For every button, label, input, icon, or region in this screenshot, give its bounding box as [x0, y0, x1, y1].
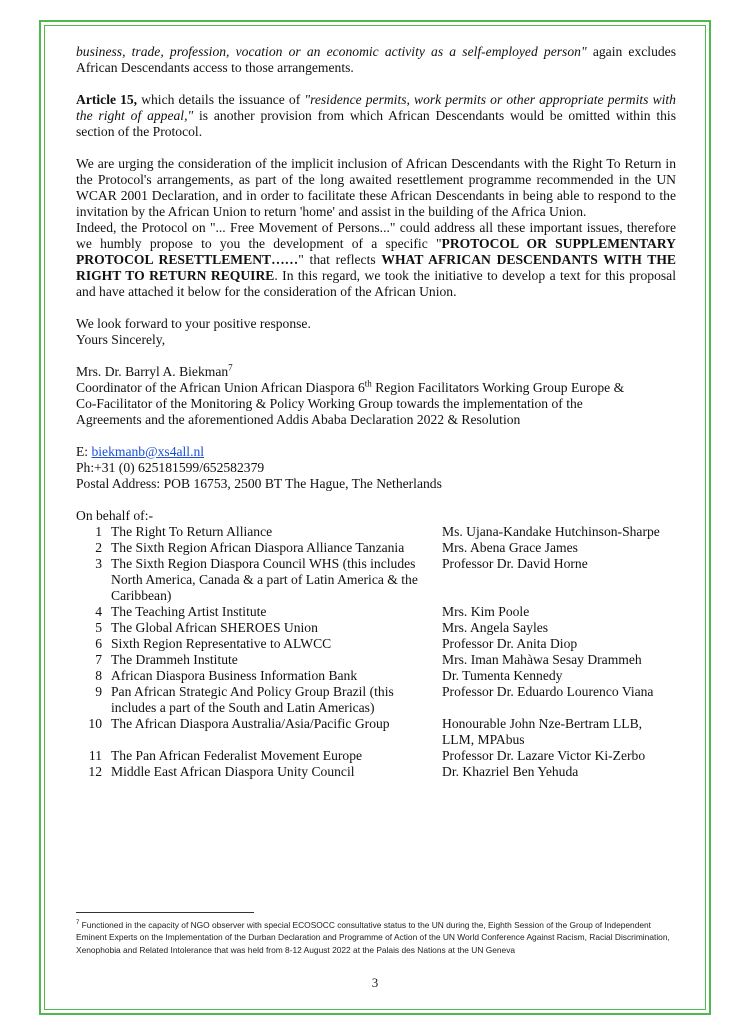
role-1-superscript: th	[364, 378, 372, 389]
member-number: 10	[88, 716, 102, 731]
member-number: 5	[95, 620, 102, 635]
page-number: 3	[371, 975, 379, 990]
proposal-text-2: " that reflects	[298, 252, 382, 267]
table-row	[76, 668, 676, 684]
member-number: 2	[95, 540, 102, 555]
table-row	[76, 764, 676, 780]
paragraph-urging: We are urging the consideration of the implicit inclusion of African Descendants with the Right To Return in the Protocol's arrangements, as part of the long awaited resettlement programme recommended in the UN WCAR 2001 Declaration, and in order to facilitate these African Descendants in being able to respond to the invitation by the African Union to return 'home' and assist in the building of the Africa Union.	[76, 156, 676, 219]
contact-postal: Postal Address: POB 16753, 2500 BT The Hague, The Netherlands	[76, 476, 442, 491]
quote-employment: business, trade, profession, vocation or an economic activity as a self-employed person"	[76, 44, 587, 59]
member-representative: Professor Dr. Anita Diop	[442, 636, 578, 651]
member-organization: The Sixth Region African Diaspora Alliance Tanzania	[111, 540, 405, 555]
member-organization: The Right To Return Alliance	[111, 524, 273, 539]
member-organization: The Teaching Artist Institute	[111, 604, 267, 619]
member-representative: Professor Dr. Lazare Victor Ki-Zerbo	[442, 748, 646, 763]
signatory-role-3: Agreements and the aforementioned Addis Ababa Declaration 2022 & Resolution	[76, 412, 521, 427]
member-organization: The Drammeh Institute	[111, 652, 238, 667]
member-number: 7	[95, 652, 102, 667]
member-number: 9	[95, 684, 102, 699]
member-representative: Mrs. Iman Mahàwa Sesay Drammeh	[442, 652, 642, 667]
table-row	[76, 652, 676, 668]
table-row	[76, 620, 676, 636]
signatory-name-text: Mrs. Dr. Barryl A. Biekman	[76, 364, 229, 379]
member-representative: Honourable John Nze-Bertram LLB, LLM, MPAbus	[442, 716, 643, 747]
table-row	[76, 636, 676, 652]
member-representative: Dr. Tumenta Kennedy	[442, 668, 563, 683]
member-number: 6	[95, 636, 102, 651]
member-number: 12	[88, 764, 102, 779]
table-row	[76, 540, 676, 556]
member-organization: The Global African SHEROES Union	[111, 620, 318, 635]
member-organization: The Sixth Region Diaspora Council WHS (this includes North America, Canada & a part of Latin America & the Caribbean)	[111, 556, 418, 603]
footnote-text: Functioned in the capacity of NGO observer with special ECOSOCC consultative status to the UN during the, Eighth Session of the Group of Independent Eminent Experts on the Implementation of the Durban Declaration and Programme of Action of the UN World Conference Against Racism, Racial Discrimination, Xenophobia and Related Intolerance that was held from 8-12 August 2022 at the Palais des Nations at the UN Geneva	[76, 920, 670, 955]
on-behalf-label: On behalf of:-	[76, 508, 154, 523]
member-organization: The Pan African Federalist Movement Europe	[111, 748, 363, 763]
member-representative: Mrs. Abena Grace James	[442, 540, 578, 555]
signatory-name	[76, 364, 676, 380]
contact-phone: Ph:+31 (0) 625181599/652582379	[76, 460, 265, 475]
contact-email	[76, 444, 676, 460]
article-15-label: Article 15,	[76, 92, 138, 107]
member-number: 1	[95, 524, 102, 539]
signatory-role-1	[76, 380, 676, 396]
member-representative: Professor Dr. David Horne	[442, 556, 588, 571]
role-1b: Region Facilitators Working Group Europe &	[371, 380, 625, 395]
paragraph-article-15	[76, 92, 676, 140]
email-label: E:	[76, 444, 92, 459]
member-organization: African Diaspora Business Information Bank	[111, 668, 358, 683]
paragraph-employment-text: again excludes African Descendants access to those arrangements.	[76, 44, 676, 75]
table-row	[76, 556, 676, 604]
protocol-title-bold: PROTOCOL OR SUPPLEMENTARY PROTOCOL RESETTLEMENT……	[76, 236, 676, 267]
member-representative: Mrs. Angela Sayles	[442, 620, 549, 635]
member-number: 11	[88, 748, 102, 763]
footnote-divider	[76, 912, 254, 913]
member-number: 3	[95, 556, 102, 571]
sign-off: Yours Sincerely,	[76, 332, 166, 347]
article-15-text-2: is another provision from which African Descendants would be omitted within this section of the Protocol.	[76, 108, 676, 139]
footnote	[76, 919, 676, 956]
paragraph-employment	[76, 44, 676, 76]
member-representative: Mrs. Kim Poole	[442, 604, 530, 619]
require-bold: WHAT AFRICAN DESCENDANTS WITH THE RIGHT TO RETURN REQUIRE	[76, 252, 676, 283]
member-organization: Sixth Region Representative to ALWCC	[111, 636, 332, 651]
table-row	[76, 524, 676, 540]
footnote-number: 7	[76, 920, 80, 927]
table-row	[76, 748, 676, 764]
member-representative: Dr. Khazriel Ben Yehuda	[442, 764, 579, 779]
role-1a: Coordinator of the African Union African Diaspora 6	[76, 380, 365, 395]
member-organization: Middle East African Diaspora Unity Council	[111, 764, 355, 779]
member-representative: Professor Dr. Eduardo Lourenco Viana	[442, 684, 654, 699]
email-link[interactable]: biekmanb@xs4all.nl	[91, 444, 205, 459]
table-row	[76, 604, 676, 620]
quote-residence-permits: "residence permits, work permits or other appropriate permits with the right of appeal,"	[76, 92, 676, 123]
member-number: 8	[95, 668, 102, 683]
footnote-reference: 7	[228, 362, 233, 373]
member-number: 4	[95, 604, 102, 619]
paragraph-proposal	[76, 220, 676, 300]
table-row	[76, 684, 676, 716]
table-row	[76, 716, 676, 748]
members-table	[76, 524, 676, 780]
member-representative: Ms. Ujana-Kandake Hutchinson-Sharpe	[442, 524, 660, 539]
letter-body	[76, 44, 676, 780]
member-organization: The African Diaspora Australia/Asia/Pacific Group	[111, 716, 390, 731]
article-15-text-1: which details the issuance of	[137, 92, 305, 107]
closing-line: We look forward to your positive response.	[76, 316, 311, 331]
signatory-role-2: Co-Facilitator of the Monitoring & Policy Working Group towards the implementation of the	[76, 396, 583, 411]
member-organization: Pan African Strategic And Policy Group Brazil (this includes a part of the South and Latin Americas)	[111, 684, 394, 715]
proposal-text-1: Indeed, the Protocol on "... Free Movement of Persons..." could address all these important issues, therefore we humbly propose to you the development of a specific "	[76, 220, 676, 251]
proposal-text-3: . In this regard, we took the initiative to develop a text for this proposal and have attached it below for the consideration of the African Union.	[76, 268, 676, 299]
